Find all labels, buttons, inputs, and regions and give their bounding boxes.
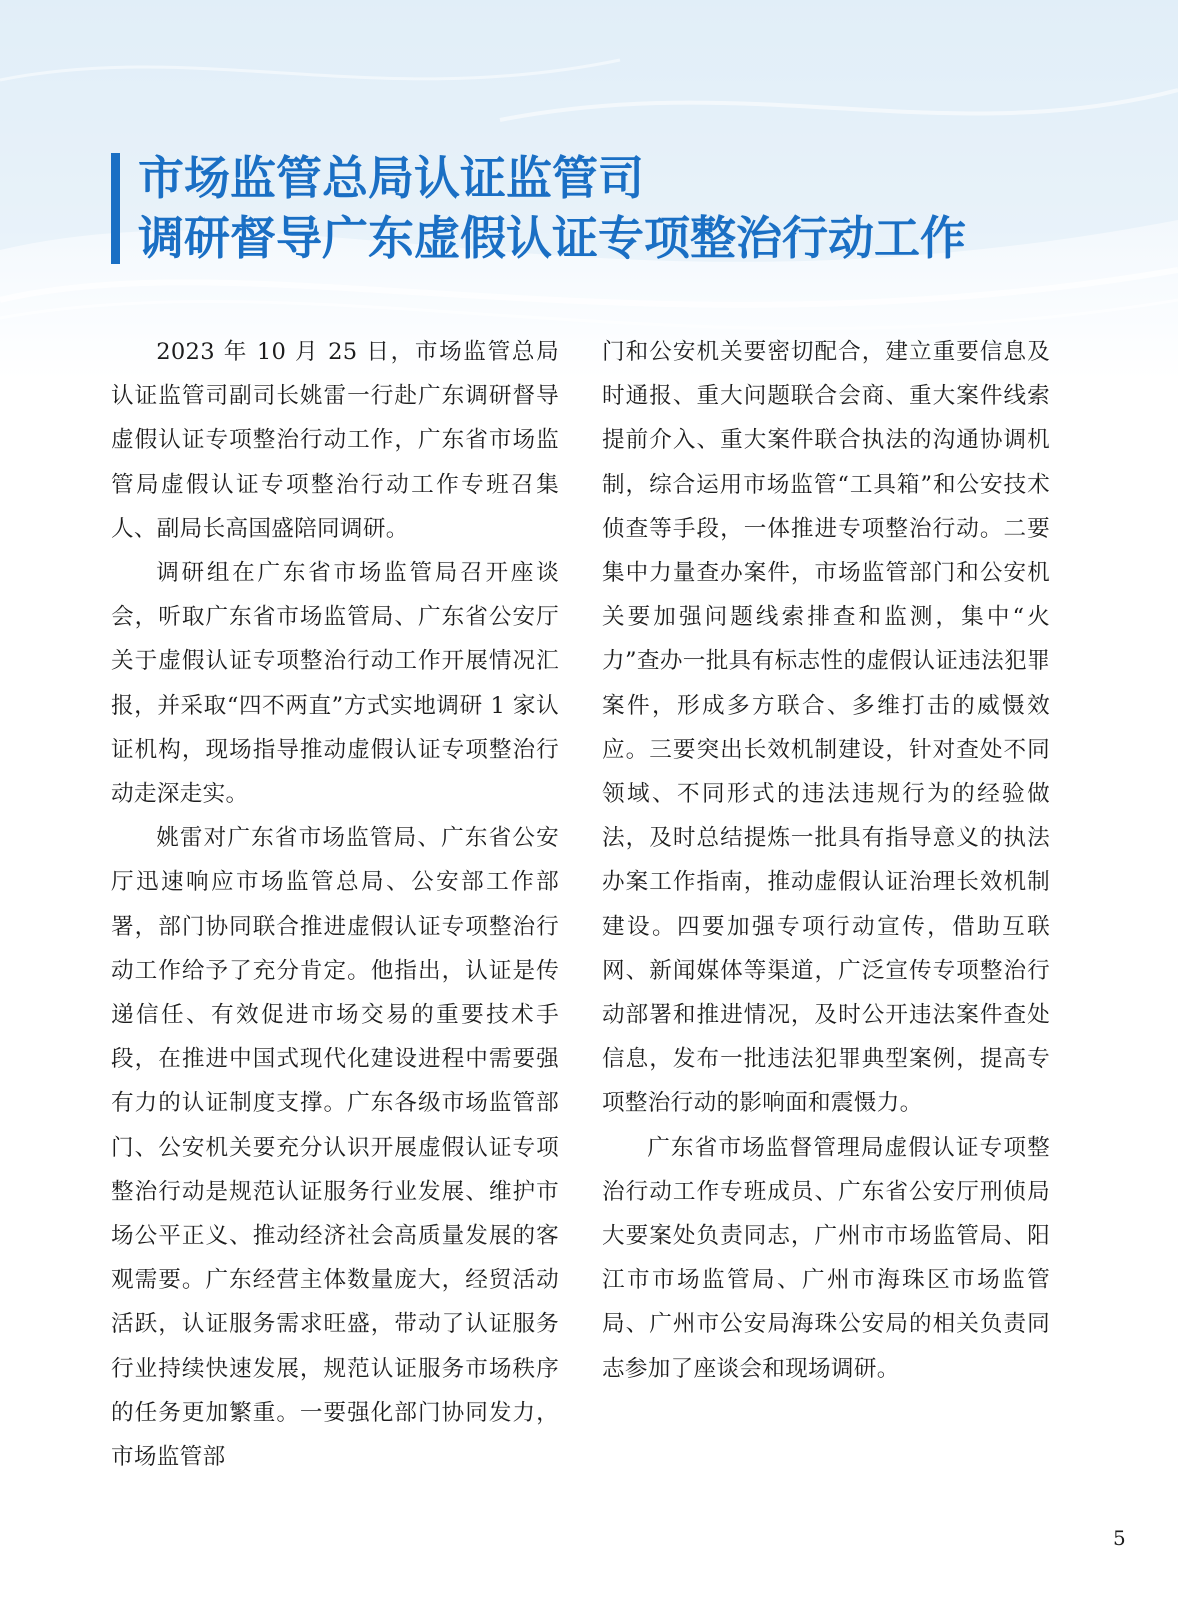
left-text-column (111, 330, 559, 1479)
paragraph: 2023 年 10 月 25 日，市场监管总局认证监管司副司长姚雷一行赴广东调研督导虚假认证专项整治行动工作，广东省市场监管局虚假认证专项整治行动工作专班召集人、副局长高国盛陪同调研。 (111, 339, 559, 542)
paragraph: 姚雷对广东省市场监管局、广东省公安厅迅速响应市场监管总局、公安部工作部署，部门协同联合推进虚假认证专项整治行动工作给予了充分肯定。他指出，认证是传递信任、有效促进市场交易的重要技术手段，在推进中国式现代化建设进程中需要强有力的认证制度支撑。广东各级市场监管部门、公安机关要充分认识开展虚假认证专项整治行动是规范认证服务行业发展、维护市场公平正义、推动经济社会高质量发展的客观需要。广东经营主体数量庞大，经贸活动活跃，认证服务需求旺盛，带动了认证服务行业持续快速发展，规范认证服务市场秩序的任务更加繁重。一要强化部门协同发力，市场监管部 (111, 825, 559, 1471)
right-text-column (602, 330, 1050, 1391)
page-number: 5 (1113, 1526, 1126, 1550)
title-accent-bar (111, 153, 120, 264)
paragraph-continuation: 门和公安机关要密切配合，建立重要信息及时通报、重大问题联合会商、重大案件线索提前介入、重大案件联合执法的沟通协调机制，综合运用市场监管“工具箱”和公安技术侦查等手段，一体推进专项整治行动。二要集中力量查办案件，市场监管部门和公安机关要加强问题线索排查和监测，集中“火力”查办一批具有标志性的虚假认证违法犯罪案件，形成多方联合、多维打击的威慑效应。三要突出长效机制建设，针对查处不同领域、不同形式的违法违规行为的经验做法，及时总结提炼一批具有指导意义的执法办案工作指南，推动虚假认证治理长效机制建设。四要加强专项行动宣传，借助互联网、新闻媒体等渠道，广泛宣传专项整治行动部署和推进情况，及时公开违法案件查处信息，发布一批违法犯罪典型案例，提高专项整治行动的影响面和震慑力。 (602, 339, 1050, 1117)
article-title (138, 148, 1138, 268)
title-line-2: 调研督导广东虚假认证专项整治行动工作 (138, 211, 966, 265)
title-line-1: 市场监管总局认证监管司 (138, 151, 644, 205)
paragraph: 广东省市场监督管理局虚假认证专项整治行动工作专班成员、广东省公安厅刑侦局大要案处负责同志，广州市市场监管局、阳江市市场监管局、广州市海珠区市场监管局、广州市公安局海珠公安局的相关负责同志参加了座谈会和现场调研。 (602, 1134, 1050, 1382)
paragraph: 调研组在广东省市场监管局召开座谈会，听取广东省市场监管局、广东省公安厅关于虚假认证专项整治行动工作开展情况汇报，并采取“四不两直”方式实地调研 1 家认证机构，现场指导推动虚假认证专项整治行动走深走实。 (111, 560, 559, 808)
